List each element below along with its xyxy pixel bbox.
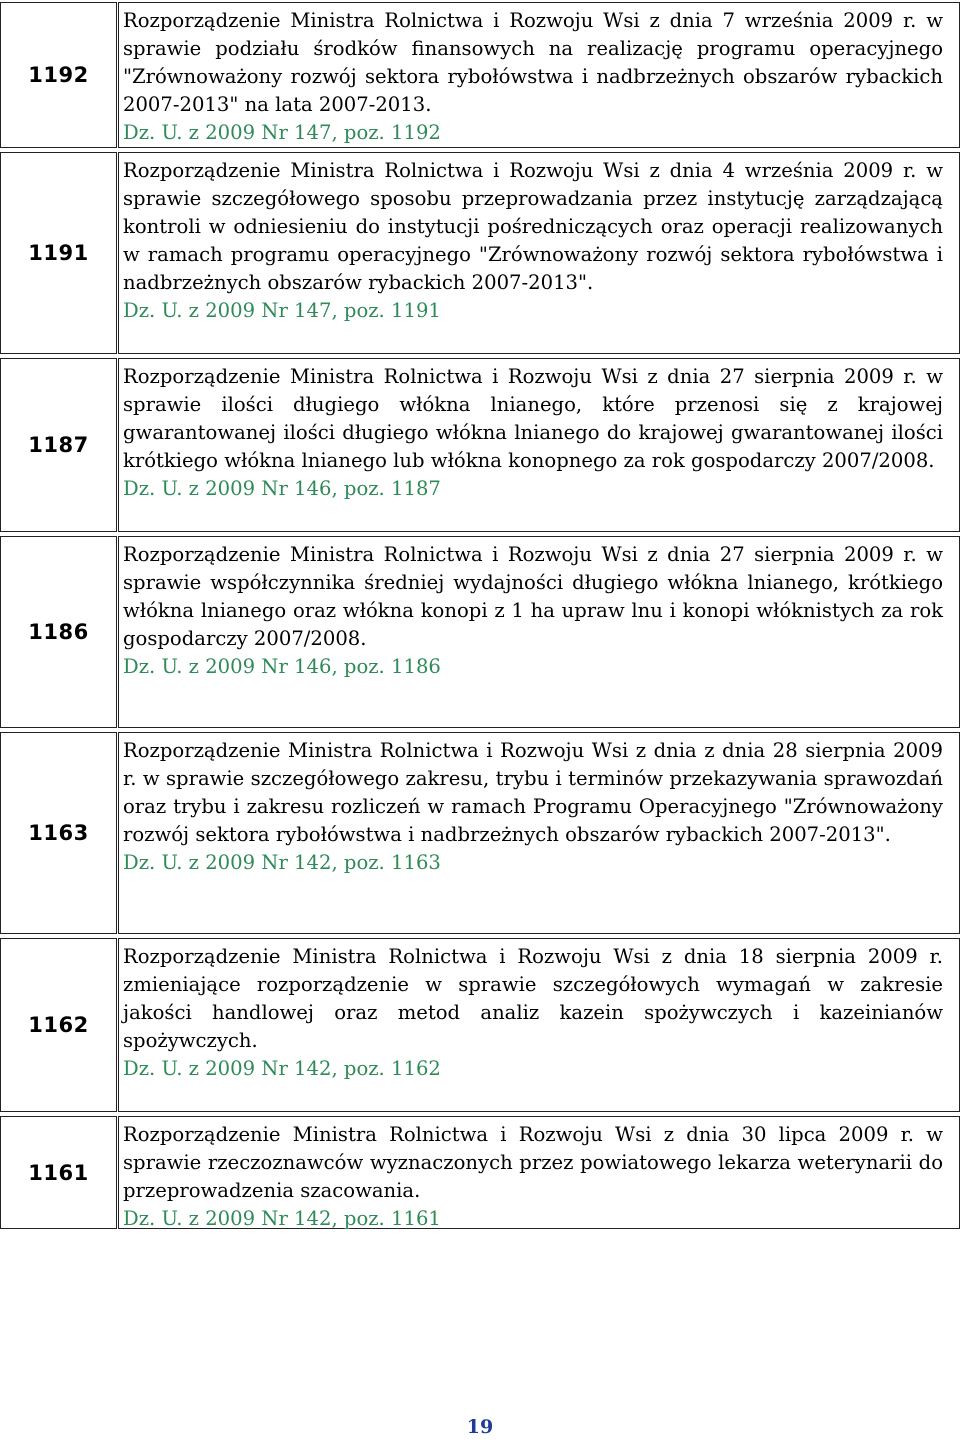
entry-number: 1187 — [28, 433, 89, 457]
entry-text-cell — [118, 536, 960, 728]
entry-description: Rozporządzenie Ministra Rolnictwa i Rozwoju Wsi z dnia 30 lipca 2009 r. w sprawie rzeczoznawców wyznaczonych przez powiatowego lekarza weterynarii do przeprowadzenia szacowania. — [123, 1123, 943, 1202]
entry-text-cell — [118, 1116, 960, 1229]
entry-reference: Dz. U. z 2009 Nr 146, poz. 1186 — [123, 655, 441, 678]
entry-number: 1163 — [28, 821, 89, 845]
entry-reference: Dz. U. z 2009 Nr 146, poz. 1187 — [123, 477, 441, 500]
entry-1162 — [0, 938, 960, 1112]
entry-number-cell — [0, 2, 117, 148]
entry-number-cell — [0, 536, 117, 728]
entry-reference: Dz. U. z 2009 Nr 142, poz. 1162 — [123, 1057, 441, 1080]
entry-number-cell — [0, 732, 117, 934]
entry-1186 — [0, 536, 960, 728]
entry-1191 — [0, 152, 960, 354]
entry-description: Rozporządzenie Ministra Rolnictwa i Rozwoju Wsi z dnia 18 sierpnia 2009 r. zmieniające rozporządzenie w sprawie szczegółowych wymagań w zakresie jakości handlowej oraz metod analiz kazein spożywczych i kazeinianów spożywczych. — [123, 945, 943, 1052]
entry-text-cell — [118, 732, 960, 934]
entry-text-cell — [118, 938, 960, 1112]
entry-number: 1161 — [28, 1160, 89, 1185]
entry-number-cell — [0, 358, 117, 532]
entry-description: Rozporządzenie Ministra Rolnictwa i Rozwoju Wsi z dnia 27 sierpnia 2009 r. w sprawie współczynnika średniej wydajności długiego włókna lnianego, krótkiego włókna lnianego oraz włókna konopi z 1 ha upraw lnu i konopi włóknistych za rok gospodarczy 2007/2008. — [123, 543, 943, 650]
entry-description: Rozporządzenie Ministra Rolnictwa i Rozwoju Wsi z dnia z dnia 28 sierpnia 2009 r. w sprawie szczegółowego zakresu, trybu i terminów przekazywania sprawozdań oraz trybu i zakresu rozliczeń w ramach Programu Operacyjnego "Zrównoważony rozwój sektora rybołówstwa i nadbrzeżnych obszarów rybackich 2007-2013". — [123, 739, 943, 846]
entry-number: 1186 — [28, 620, 89, 644]
entry-number-cell — [0, 938, 117, 1112]
entry-description: Rozporządzenie Ministra Rolnictwa i Rozwoju Wsi z dnia 27 sierpnia 2009 r. w sprawie ilości długiego włókna lnianego, które przenosi się z krajowej gwarantowanej ilości długiego włókna lnianego do krajowej gwarantowanej ilości krótkiego włókna lnianego lub włókna konopnego za rok gospodarczy 2007/2008. — [123, 365, 943, 472]
entry-reference: Dz. U. z 2009 Nr 147, poz. 1191 — [123, 299, 441, 322]
page-number: 19 — [466, 1416, 494, 1438]
entry-reference: Dz. U. z 2009 Nr 142, poz. 1161 — [123, 1207, 441, 1230]
entry-description: Rozporządzenie Ministra Rolnictwa i Rozwoju Wsi z dnia 7 września 2009 r. w sprawie podziału środków finansowych na realizację programu operacyjnego "Zrównoważony rozwój sektora rybołówstwa i nadbrzeżnych obszarów rybackich 2007-2013" na lata 2007-2013. — [123, 9, 943, 116]
entry-text-cell — [118, 2, 960, 148]
entry-number: 1162 — [28, 1013, 89, 1037]
entry-reference: Dz. U. z 2009 Nr 142, poz. 1163 — [123, 851, 441, 874]
entry-number: 1191 — [28, 241, 89, 265]
entry-description: Rozporządzenie Ministra Rolnictwa i Rozwoju Wsi z dnia 4 września 2009 r. w sprawie szczegółowego sposobu przeprowadzania przez instytucję zarządzającą kontroli w odniesieniu do instytucji pośredniczących oraz operacji realizowanych w ramach programu operacyjnego "Zrównoważony rozwój sektora rybołówstwa i nadbrzeżnych obszarów rybackich 2007-2013". — [123, 159, 943, 294]
entry-text-cell — [118, 152, 960, 354]
entry-1192 — [0, 2, 960, 148]
entry-1187 — [0, 358, 960, 532]
entry-1161 — [0, 1116, 960, 1229]
entry-1163 — [0, 732, 960, 934]
entry-number-cell — [0, 1116, 117, 1229]
entry-reference: Dz. U. z 2009 Nr 147, poz. 1192 — [123, 121, 441, 144]
entry-number: 1192 — [28, 63, 89, 87]
entry-number-cell — [0, 152, 117, 354]
entry-text-cell — [118, 358, 960, 532]
